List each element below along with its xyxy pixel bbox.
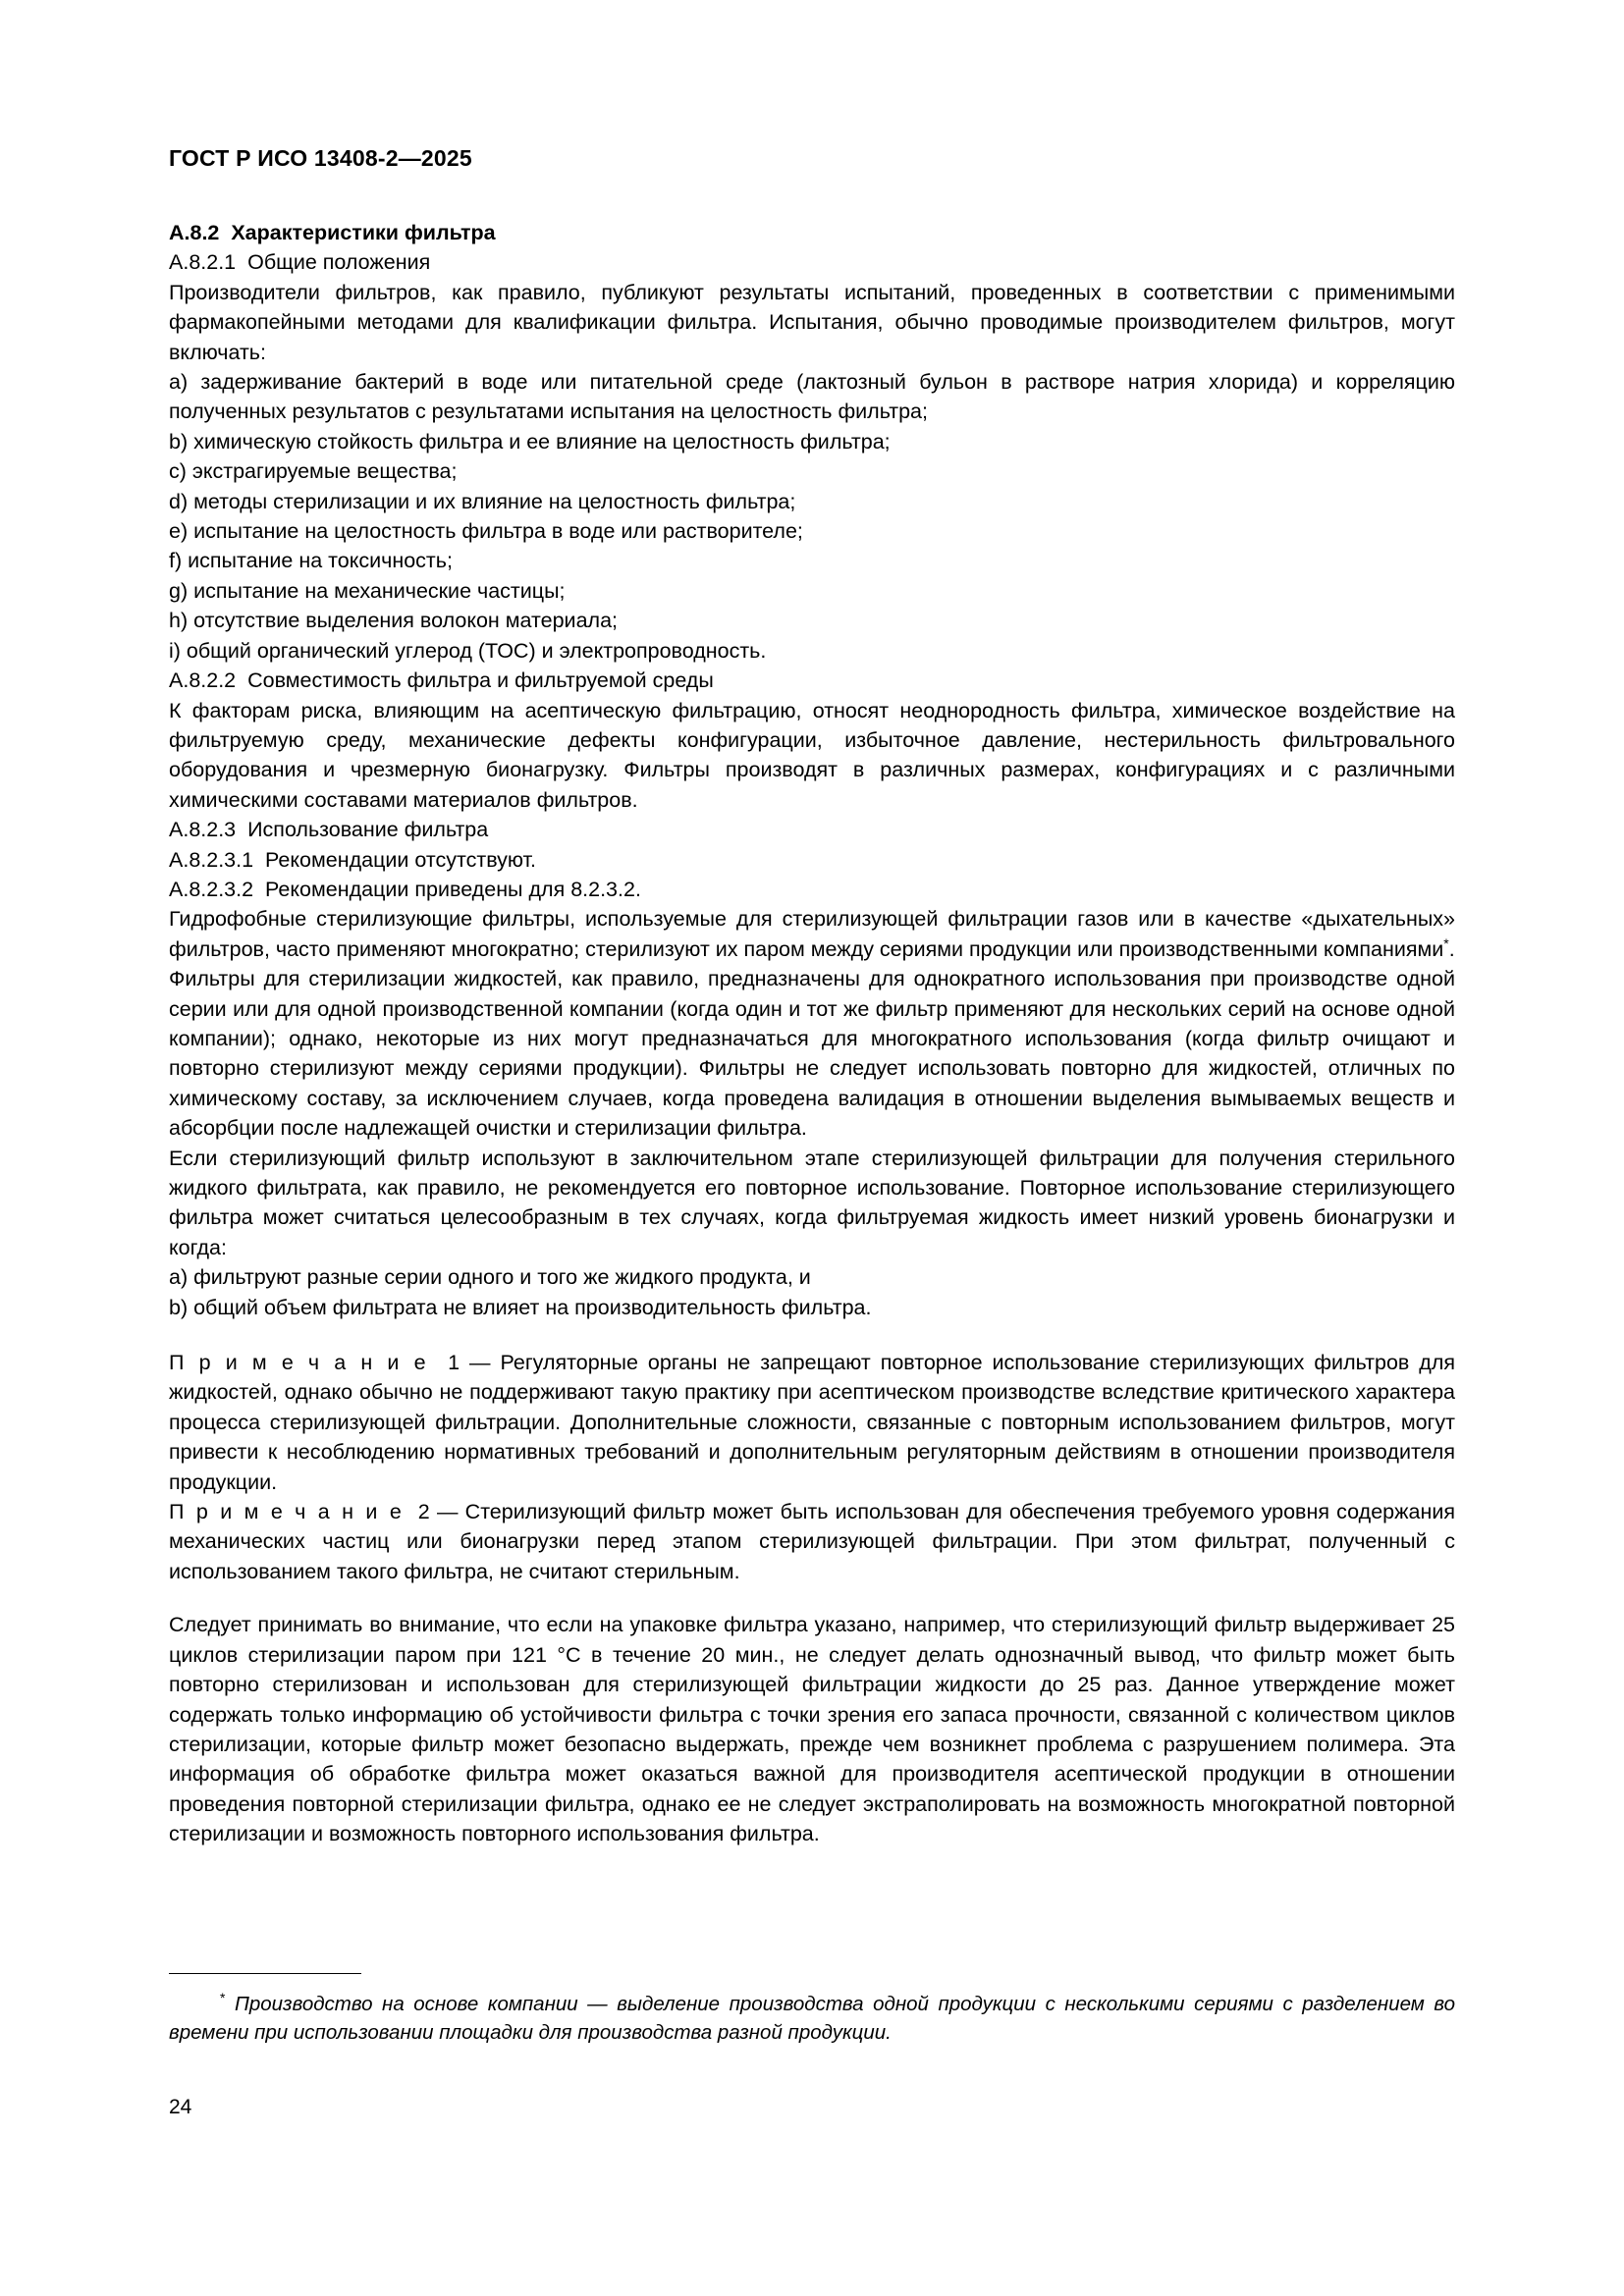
subsection-item-2-text: Рекомендации приведены для 8.2.3.2. [265,877,641,901]
note-1 [169,1348,1455,1497]
subsection-item-1 [169,845,1455,875]
list-item: a) фильтруют разные серии одного и того же жидкого продукта, и [169,1265,811,1290]
subsection-2-text: Совместимость фильтра и фильтруемой среды [247,668,714,693]
section-heading-number: A.8.2 [169,221,220,244]
footnote-text-container [169,1990,1455,2047]
list-item: e) испытание на целостность фильтра в воде или растворителе; [169,519,803,544]
paragraph-with-footnote-ref [169,904,1455,964]
subsection-1-number: A.8.2.1 [169,250,237,275]
note-2-number: 2 [417,1500,430,1524]
footnote-divider [169,1973,361,1974]
footnote-reference: * [1443,934,1449,951]
note-2-text: — Стерилизующий фильтр может быть использован для обеспечения требуемого уровня содержания механических частиц или бионагрузки перед этапом стерилизующей фильтрации. При этом фильтрат, полученный с использованием такого фильтра, не считают стерильным. [169,1500,1455,1583]
subsection-3-number: A.8.2.3 [169,818,237,842]
subsection-item-2 [169,875,1455,904]
paragraph: К факторам риска, влияющим на асептическую фильтрацию, относят неоднородность фильтра, химическое воздействие на фильтруемую среду, механические дефекты конфигурации, избыточное давление, нестерильность фильтровального оборудования и чрезмерную бионагрузку. Фильтры производят в различных размерах, конфигурациях и с различными химическими составами материалов фильтров. [169,698,1455,812]
body-text [169,218,1455,1849]
note-1-text: — Регуляторные органы не запрещают повторное использование стерилизующих фильтров для жидкостей, однако обычно не поддерживают такую практику при асептическом производстве вследствие критического характера процесса стерилизующей фильтрации. Дополнительные сложности, связанные с повторным использованием фильтров, могут привести к несоблюдению нормативных требований и дополнительным регуляторным действиям в отношении производителя продукции. [169,1351,1456,1494]
list-item: b) общий объем фильтрата не влияет на производительность фильтра. [169,1295,872,1319]
list-item: a) задерживание бактерий в воде или питательной среде (лактозный бульон в растворе натрия хлорида) и корреляцию полученных результатов с результатами испытания на целостность фильтра; [169,370,1455,424]
subsection-item-1-number: A.8.2.3.1 [169,847,254,872]
list-item: c) экстрагируемые вещества; [169,459,458,484]
note-1-number: 1 [448,1351,460,1375]
note-2 [169,1497,1455,1586]
note-1-label: П р и м е ч а н и е [169,1351,429,1375]
subsection-2-number: A.8.2.2 [169,668,237,693]
page-number: 24 [169,2096,192,2118]
subsection-heading-3 [169,815,1455,844]
paragraph-text: Гидрофобные стерилизующие фильтры, используемые для стерилизующей фильтрации газов или в качестве «дыхательных» фильтров, часто применяют многократно; стерилизуют их паром между сериями продукции или производственными компаниями [169,907,1455,961]
page-content [169,0,1455,2296]
subsection-heading-2 [169,666,1455,695]
footnote-block [169,1973,1455,2047]
section-heading [169,218,1455,247]
footnote-marker: * [220,1990,226,2006]
subsection-1-text: Общие положения [247,250,431,275]
list-item: b) химическую стойкость фильтра и ее влияние на целостность фильтра; [169,429,891,454]
document-header: ГОСТ Р ИСО 13408-2—2025 [169,145,472,171]
paragraph: Следует принимать во внимание, что если на упаковке фильтра указано, например, что стерилизующий фильтр выдерживает 25 циклов стерилизации паром при 121 °С в течение 20 мин., не следует делать однозначный вывод, что фильтр может быть повторно стерилизован и использован для стерилизующей фильтрации жидкости до 25 раз. Данное утверждение может содержать только информацию об устойчивости фильтра с точки зрения его запаса прочности, связанной с количеством циклов стерилизации, которые фильтр может безопасно выдержать, прежде чем возникнет проблема с разрушением полимера. Эта информация об обработке фильтра может оказаться важной для производителя асептической продукции в отношении проведения повторной стерилизации фильтра, однако ее не следует экстраполировать на возможность многократной повторной стерилизации и возможность повторного использования фильтра. [169,1613,1455,1846]
section-heading-text: Характеристики фильтра [231,221,496,244]
list-item: h) отсутствие выделения волокон материала; [169,609,619,633]
list-item: i) общий органический углерод (ТОС) и электропроводность. [169,638,767,663]
paragraph: Если стерилизующий фильтр используют в заключительном этапе стерилизующей фильтрации для получения стерильного жидкого фильтрата, как правило, не рекомендуется его повторное использование. Повторное использование стерилизующего фильтра может считаться целесообразным в тех случаях, когда фильтруемая жидкость имеет низкий уровень бионагрузки и когда: [169,1146,1455,1259]
subsection-3-text: Использование фильтра [247,818,489,842]
paragraph: Производители фильтров, как правило, публикуют результаты испытаний, проведенных в соответствии с применимыми фармакопейными методами для квалификации фильтра. Испытания, обычно проводимые производителем фильтров, могут включать: [169,280,1455,364]
subsection-item-2-number: A.8.2.3.2 [169,877,254,901]
list-item: d) методы стерилизации и их влияние на целостность фильтра; [169,489,796,513]
list-item: g) испытание на механические частицы; [169,578,566,603]
list-item: f) испытание на токсичность; [169,549,453,573]
note-2-label: П р и м е ч а н и е [169,1500,405,1524]
paragraph-text-end: . [1448,936,1455,961]
footnote-text: Производство на основе компании — выделение производства одной продукции с несколькими сериями с разделением во времени при использовании площадки для производства разной продукции. [169,1993,1455,2044]
subsection-item-1-text: Рекомендации отсутствуют. [265,847,536,872]
paragraph: Фильтры для стерилизации жидкостей, как правило, предназначены для однократного использования при производстве одной серии или для одной производственной компании (когда один и тот же фильтр применяют для нескольких серий на основе одной компании); однако, некоторые из них могут предназначаться для многократного использования (когда фильтр очищают и повторно стерилизуют между сериями продукции). Фильтры не следует использовать повторно для жидкостей, отличных по химическому составу, за исключением случаев, когда проведена валидация в отношении выделения вымываемых веществ и абсорбции после надлежащей очистки и стерилизации фильтра. [169,967,1455,1141]
subsection-heading-1 [169,247,1455,277]
